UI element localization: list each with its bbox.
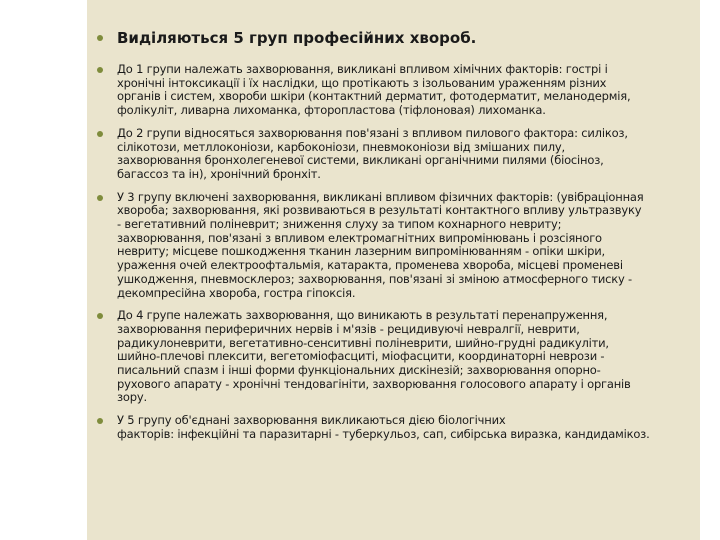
text-line: писальний спазм і інші форми функціональних дискінезій; захворювання опорно- xyxy=(117,363,601,378)
text-line: захворювання, пов'язані з впливом електромагнітних випромінювань і розсіяного xyxy=(117,230,602,245)
text-line: факторів: інфекційні та паразитарні - туберкульоз, сап, сибірська виразка, кандидамікоз. xyxy=(117,426,650,441)
list-item-group-3 xyxy=(96,191,696,301)
text-line: шийно-плечові плексити, вегетоміофасциті, міофасцити, координаторні неврози - xyxy=(117,349,605,364)
slide-title xyxy=(96,28,696,48)
bullet-icon xyxy=(97,313,103,319)
text-line: У 3 групу включені захворювання, викликані впливом фізичних факторів: (увібраціонная xyxy=(117,189,644,204)
text-line: фолікуліт, ливарна лихоманка, фторопластова (тіфлоновая) лихоманка. xyxy=(117,103,546,118)
bullet-icon xyxy=(97,195,103,201)
list-item-text xyxy=(117,63,696,118)
text-line: ушкодження, пневмосклероз; захворювання, пов'язані зі зміною атмосферного тиску - xyxy=(117,271,633,286)
text-line: декомпресійна хвороба, гостра гіпоксія. xyxy=(117,285,356,300)
list-item-group-1 xyxy=(96,63,696,118)
list-item-group-5 xyxy=(96,414,696,441)
list-item-group-4 xyxy=(96,309,696,405)
text-line: До 4 групе належать захворювання, що виникають в результаті перенапруження, xyxy=(117,308,608,323)
text-line: захворювання бронхолегеневої системи, викликані органічними пилями (біосіноз, xyxy=(117,153,604,168)
text-line: До 2 групи відносяться захворювання пов'язані з впливом пилового фактора: силікоз, xyxy=(117,125,628,140)
bullet-icon xyxy=(97,35,103,41)
text-line: зору. xyxy=(117,390,147,405)
bullet-icon xyxy=(97,418,103,424)
text-line: багассоз та ін), хронічний бронхіт. xyxy=(117,166,321,181)
list-item-text xyxy=(117,127,696,182)
text-line: радикулоневрити, вегетативно-сенситивні поліневрити, шийно-грудні радикуліти, xyxy=(117,335,609,350)
list-item-text xyxy=(117,191,696,301)
text-line: органів і систем, хвороби шкіри (контактний дерматит, фотодерматит, меланодермія, xyxy=(117,89,631,104)
text-line: рухового апарату - хронічні тендовагініти, захворювання голосового апарату і органів xyxy=(117,376,631,391)
text-line: сілікотози, метллоконіози, карбоконіози, пневмоконіози від змішаних пилу, xyxy=(117,139,565,154)
text-line: У 5 групу об'єднані захворювання викликаються дією біологічних xyxy=(117,413,506,428)
text-line: хвороба; захворювання, які розвиваються в результаті контактного впливу ультразвуку xyxy=(117,203,642,218)
bullet-icon xyxy=(97,67,103,73)
text-line: хронічні інтоксикації і їх наслідки, що протікають з ізольованим ураженням різних xyxy=(117,75,607,90)
bullet-list xyxy=(96,63,696,442)
slide-title-text: Виділяються 5 груп професійних хвороб. xyxy=(117,29,477,47)
text-line: До 1 групи належать захворювання, викликані впливом хімічних факторів: гострі і xyxy=(117,62,608,76)
list-item-text xyxy=(117,414,696,441)
list-item-group-2 xyxy=(96,127,696,182)
bullet-icon xyxy=(97,131,103,137)
text-line: ураження очей електроофтальмія, катаракта, променева хвороба, місцеві променеві xyxy=(117,258,623,273)
text-line: - вегетативний поліневрит; зниження слуху за типом кохнарного невриту; xyxy=(117,217,562,232)
text-line: захворювання периферичних нервів і м'язів - рецидивуючі невралгії, неврити, xyxy=(117,321,580,336)
list-item-text xyxy=(117,309,696,405)
text-line: невриту; місцеве пошкодження тканин лазерним випромінюванням - опіки шкіри, xyxy=(117,244,605,259)
slide-content xyxy=(96,28,696,451)
